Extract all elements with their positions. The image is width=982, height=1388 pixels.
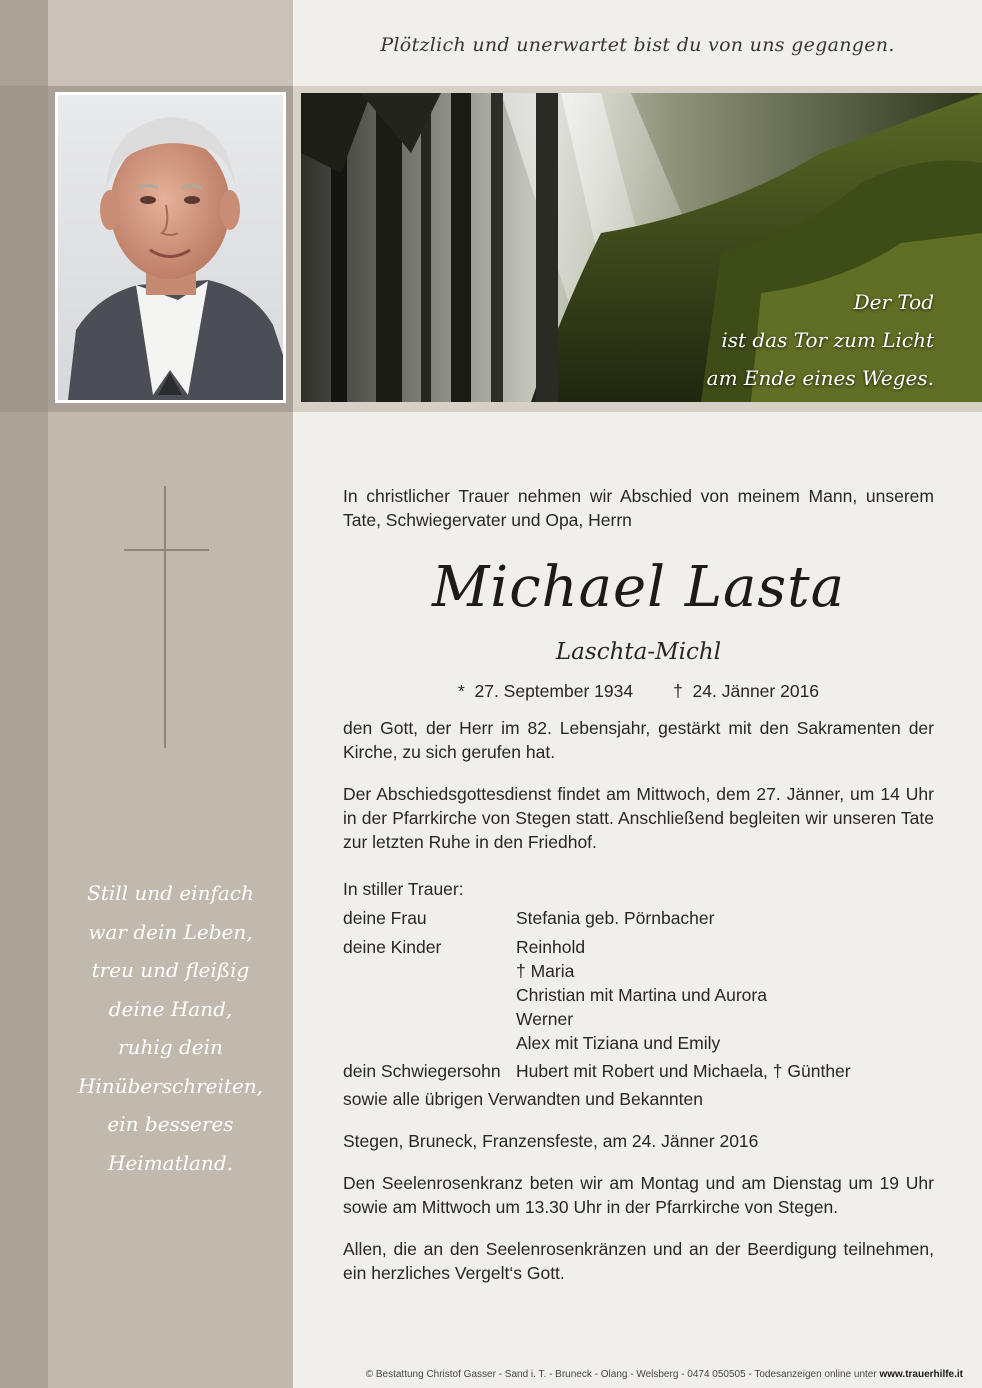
deceased-name: Michael Lasta <box>431 555 846 620</box>
relative-name: Werner <box>516 1009 574 1029</box>
cross-vertical <box>164 486 166 748</box>
top-left-panel <box>48 0 293 86</box>
rosary-paragraph: Den Seelenrosenkranz beten wir am Montag und am Dienstag um 19 Uhr sowie am Mittwoch um 13.30 Uhr in der Pfarrkirche von Stegen. <box>343 1173 934 1217</box>
deceased-nickname: Laschta-Michl <box>555 639 722 665</box>
mourning-heading: In stiller Trauer: <box>343 879 464 899</box>
poem-line: ein besseres <box>107 1112 234 1136</box>
portrait-frame <box>55 92 286 403</box>
header-quote: Plötzlich und unerwartet bist du von uns gegangen. <box>380 34 895 56</box>
poem-line: ruhig dein <box>118 1035 223 1059</box>
relative-name: Christian mit Martina und Aurora <box>516 985 767 1005</box>
poem-line: deine Hand, <box>108 996 233 1021</box>
thanks-paragraph: Allen, die an den Seelenrosenkränzen und an der Beerdigung teilnehmen, ein herzliches Vergelt‘s Gott. <box>343 1239 934 1283</box>
relative-name: Reinhold <box>516 937 586 957</box>
footer-text: © Bestattung Christof Gasser - Sand i. T. - Bruneck - Olang - Welsberg - 0474 050505 - Todesanzeigen online unter <box>365 1369 880 1380</box>
image-quote-line: Der Tod <box>853 290 934 314</box>
relative-name: Stefania geb. Pörnbacher <box>516 908 715 928</box>
relative-name: † Maria <box>516 961 575 981</box>
death-date: 24. Jänner 2016 <box>692 681 820 701</box>
birth-date: 27. September 1934 <box>474 681 634 701</box>
relative-label-children: deine Kinder <box>343 937 442 957</box>
relative-name: Hubert mit Robert und Michaela, † Günther <box>516 1061 851 1081</box>
poem-line: Still und einfach <box>87 881 254 905</box>
footer-link[interactable]: www.trauerhilfe.it <box>879 1369 963 1380</box>
relative-name: Alex mit Tiziana und Emily <box>516 1033 721 1053</box>
relative-label-son-in-law: dein Schwiegersohn <box>343 1061 501 1081</box>
closing-line: sowie alle übrigen Verwandten und Bekannten <box>343 1089 703 1109</box>
death-symbol: † <box>673 681 683 701</box>
place-date: Stegen, Bruneck, Franzensfeste, am 24. Jänner 2016 <box>343 1131 759 1151</box>
image-quote-line: am Ende eines Weges. <box>706 366 934 390</box>
image-quote <box>707 283 934 397</box>
birth-symbol: * <box>457 681 465 701</box>
poem-line: treu und fleißig <box>91 958 250 982</box>
intro-text: In christlicher Trauer nehmen wir Abschied von meinem Mann, unserem Tate, Schwiegervater und Opa, Herrn <box>343 486 934 530</box>
poem-line: war dein Leben, <box>88 919 253 944</box>
photo-band-left-dark <box>0 86 48 412</box>
footer <box>293 1369 963 1380</box>
left-poem <box>48 874 293 1182</box>
life-dates <box>343 679 934 703</box>
image-quote-line: ist das Tor zum Licht <box>721 328 934 352</box>
portrait-photo <box>58 95 283 400</box>
relative-label-wife: deine Frau <box>343 908 427 928</box>
poem-line: Hinüberschreiten, <box>77 1073 264 1098</box>
cross-horizontal <box>124 549 209 551</box>
service-paragraph: Der Abschiedsgottesdienst findet am Mittwoch, dem 27. Jänner, um 14 Uhr in der Pfarrkirche von Stegen statt. Anschließend begleiten wir unseren Tate zur letzten Ruhe in den Friedhof. <box>343 784 934 852</box>
poem-line: Heimatland. <box>108 1150 233 1175</box>
death-paragraph: den Gott, der Herr im 82. Lebensjahr, gestärkt mit den Sakramenten der Kirche, zu sich gerufen hat. <box>343 718 934 762</box>
